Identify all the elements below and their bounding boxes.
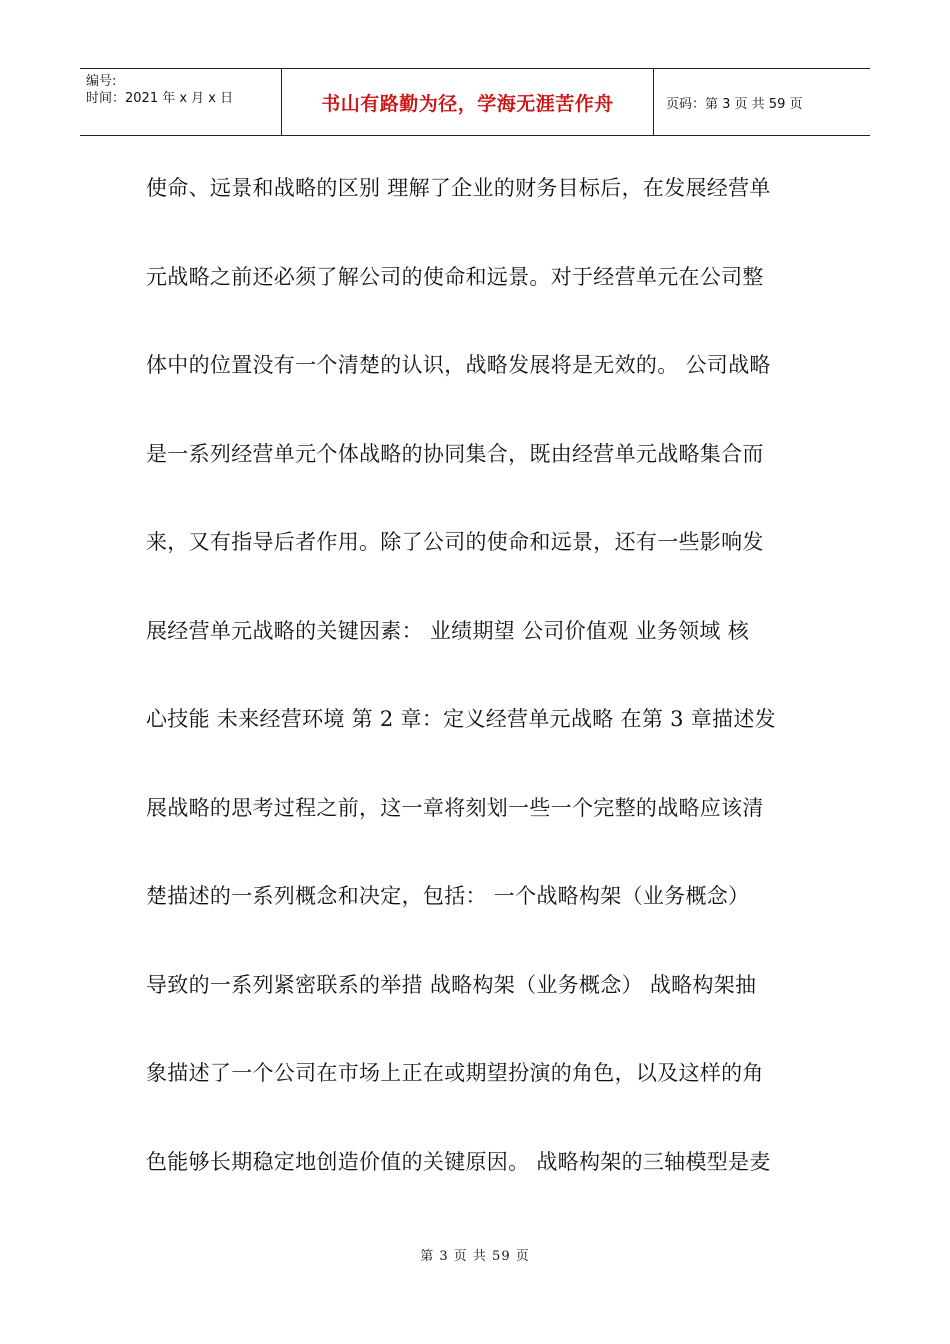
- body-line: 导致的一系列紧密联系的举措 战略构架（业务概念） 战略构架抽: [146, 972, 757, 997]
- document-date: 时间：2021 年 x 月 x 日: [86, 91, 234, 106]
- body-line: 是一系列经营单元个体战略的协同集合，既由经营单元战略集合而: [146, 441, 764, 466]
- page-footer: 第 3 页 共 59 页: [420, 1249, 530, 1264]
- body-line: 体中的位置没有一个清楚的认识，战略发展将是无效的。 公司战略: [146, 353, 771, 377]
- header-motto: 书山有路勤为径，学海无涯苦作舟: [282, 69, 654, 135]
- body-line: 展经营单元战略的关键因素： 业绩期望 公司价值观 业务领域 核: [146, 618, 749, 643]
- document-body: [146, 164, 806, 1226]
- body-line: 展战略的思考过程之前，这一章将刻划一些一个完整的战略应该清: [146, 795, 764, 820]
- body-line: 来，又有指导后者作用。除了公司的使命和远景，还有一些影响发: [146, 530, 764, 554]
- page-header: [80, 68, 870, 136]
- body-line: 元战略之前还必须了解公司的使命和远景。对于经营单元在公司整: [146, 264, 764, 289]
- body-line: 色能够长期稳定地创造价值的关键原因。 战略构架的三轴模型是麦: [146, 1149, 771, 1174]
- header-page-code: 页码：第 3 页 共 59 页: [666, 96, 803, 112]
- body-line: 象描述了一个公司在市场上正在或期望扮演的角色，以及这样的角: [146, 1061, 764, 1085]
- body-line: 心技能 未来经营环境 第 2 章：定义经营单元战略 在第 3 章描述发: [146, 707, 776, 731]
- body-line: 楚描述的一系列概念和决定，包括： 一个战略构架（业务概念）: [146, 884, 750, 908]
- body-line: 使命、远景和战略的区别 理解了企业的财务目标后，在发展经营单: [146, 176, 771, 200]
- document-number-label: 编号:: [86, 74, 117, 89]
- header-meta: [80, 69, 282, 135]
